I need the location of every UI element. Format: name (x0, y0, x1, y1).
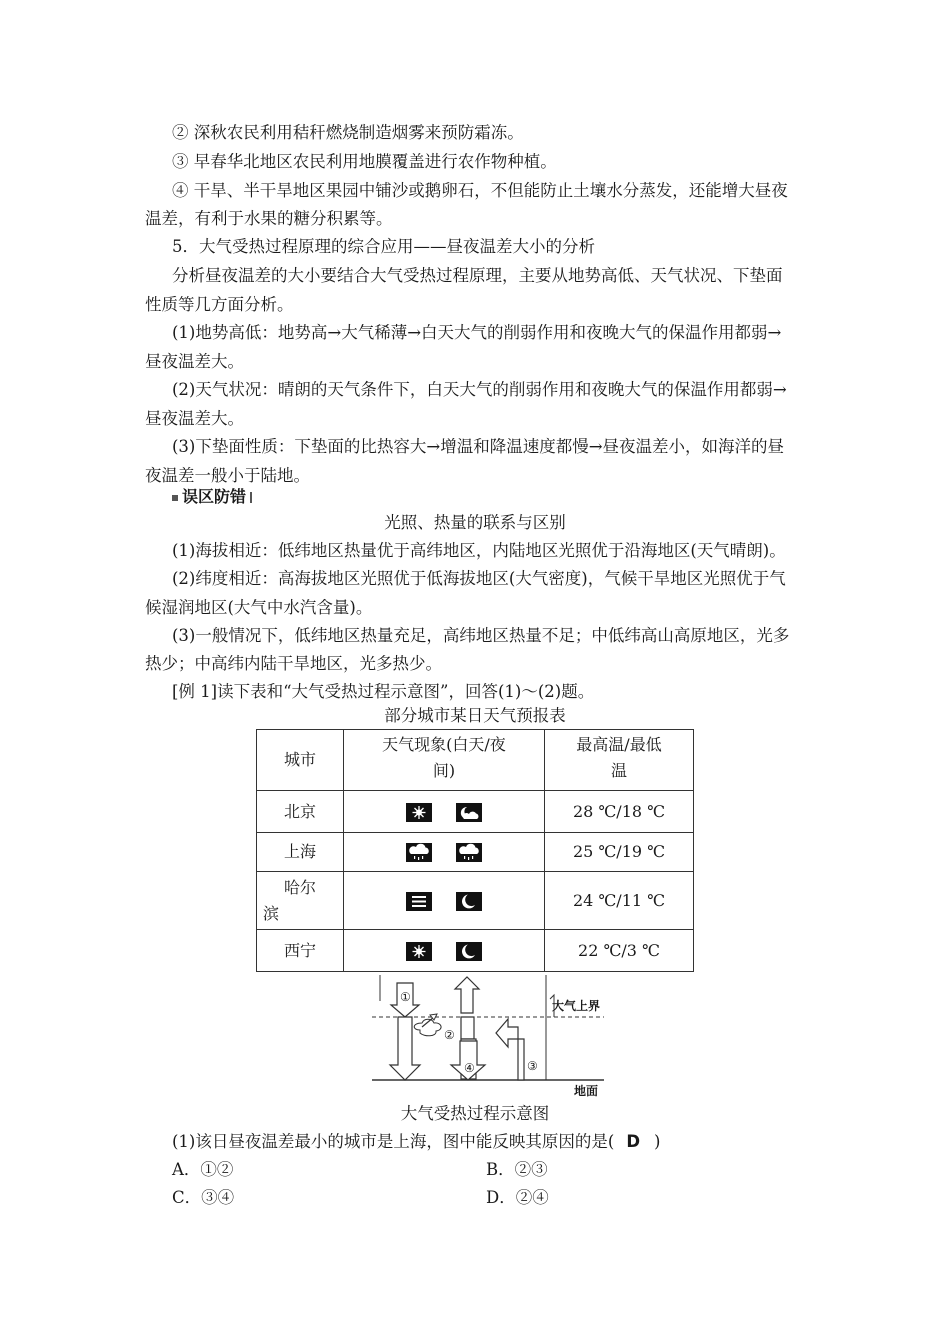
section5-point-2-cont: 昼夜温差大。 (145, 409, 244, 428)
intro-item-2: ② 深秋农民利用秸秆燃烧制造烟雾来预防霜冻。 (172, 123, 524, 142)
table-title: 部分城市某日天气预报表 (384, 706, 566, 725)
heat-process-diagram (372, 975, 604, 1098)
weather-cell (344, 791, 545, 833)
table-header-row (257, 730, 694, 791)
temp-cell: 22 ℃/3 ℃ (545, 930, 694, 972)
marker-4: ④ (464, 1061, 475, 1075)
sun-icon (406, 942, 432, 961)
error-zone-item-2: (2)纬度相近：高海拔地区光照优于低海拔地区(大气密度)，气候干旱地区光照优于气 (172, 569, 786, 588)
weather-cell (344, 833, 545, 872)
marker-3: ③ (527, 1059, 538, 1073)
intro-item-4: ④ 干旱、半干旱地区果园中铺沙或鹅卵石，不但能防止土壤水分蒸发，还能增大昼夜 (172, 181, 788, 200)
section5-para: 分析昼夜温差的大小要结合大气受热过程原理，主要从地势高低、天气状况、下垫面 (172, 266, 783, 285)
cloud-moon-icon (456, 803, 482, 822)
weather-cell (344, 930, 545, 972)
header-city: 城市 (257, 730, 344, 791)
section5-heading: 5．大气受热过程原理的综合应用——昼夜温差大小的分析 (172, 237, 595, 256)
city-cell: 西宁 (257, 930, 344, 972)
label-atmosphere-top: 大气上界 (552, 999, 601, 1013)
temp-cell: 25 ℃/19 ℃ (545, 833, 694, 872)
section5-point-1-cont: 昼夜温差大。 (145, 352, 244, 371)
label-ground: 地面 (574, 1084, 599, 1098)
temp-cell: 28 ℃/18 ℃ (545, 791, 694, 833)
error-zone-item-3-cont: 热少；中高纬内陆干旱地区，光多热少。 (145, 654, 442, 673)
table-row (257, 930, 694, 972)
tag-square-icon (172, 495, 178, 501)
table-row (257, 872, 694, 930)
moon-icon (456, 942, 482, 961)
city-cell: 北京 (257, 791, 344, 833)
marker-1: ① (400, 990, 411, 1004)
section5-point-2: (2)天气状况：晴朗的天气条件下，白天大气的削弱作用和夜晚大气的保温作用都弱→ (172, 380, 787, 399)
rain-cloud-icon (456, 843, 482, 862)
city-cell: 哈尔 滨 (257, 872, 344, 930)
example-intro: [例 1]读下表和“大气受热过程示意图”，回答(1)～(2)题。 (172, 682, 595, 701)
error-zone-item-2-cont: 候湿润地区(大气中水汽含量)。 (145, 598, 373, 617)
diagram-caption: 大气受热过程示意图 (400, 1104, 550, 1123)
weather-table (256, 729, 694, 972)
weather-cell (344, 872, 545, 930)
option-d: D．②④ (486, 1188, 549, 1207)
sun-icon (406, 803, 432, 822)
moon-icon (456, 892, 482, 911)
option-a: A．①② (172, 1160, 234, 1179)
temp-cell: 24 ℃/11 ℃ (545, 872, 694, 930)
fog-icon (406, 892, 432, 911)
option-c: C．③④ (172, 1188, 235, 1207)
header-weather: 天气现象(白天/夜 间) (344, 730, 545, 791)
tag-bar-icon (250, 492, 252, 503)
city-cell: 上海 (257, 833, 344, 872)
table-row (257, 833, 694, 872)
section5-para-cont: 性质等几方面分析。 (145, 295, 294, 314)
answer: D (626, 1132, 641, 1151)
error-zone-item-3: (3)一般情况下，低纬地区热量充足，高纬地区热量不足；中低纬高山高原地区，光多 (172, 626, 790, 645)
error-zone-item-1: (1)海拔相近：低纬地区热量优于高纬地区，内陆地区光照优于沿海地区(天气晴朗)。 (172, 541, 786, 560)
section5-point-3: (3)下垫面性质：下垫面的比热容大→增温和降温速度都慢→昼夜温差小，如海洋的昼 (172, 437, 785, 456)
intro-item-3: ③ 早春华北地区农民利用地膜覆盖进行农作物种植。 (172, 152, 557, 171)
header-temp: 最高温/最低 温 (545, 730, 694, 791)
marker-2: ② (444, 1028, 455, 1042)
section5-point-1: (1)地势高低：地势高→大气稀薄→白天大气的削弱作用和夜晚大气的保温作用都弱→ (172, 323, 782, 342)
error-zone-title: 光照、热量的联系与区别 (384, 513, 566, 532)
table-row (257, 791, 694, 833)
question-1: (1)该日昼夜温差最小的城市是上海，图中能反映其原因的是( D ) (172, 1132, 661, 1151)
error-zone-tag: 误区防错 (172, 484, 252, 507)
intro-item-4-cont: 温差，有利于水果的糖分积累等。 (145, 209, 393, 228)
option-b: B．②③ (486, 1160, 548, 1179)
section5-point-3-cont: 夜温差一般小于陆地。 (145, 466, 310, 485)
rain-cloud-icon (406, 843, 432, 862)
